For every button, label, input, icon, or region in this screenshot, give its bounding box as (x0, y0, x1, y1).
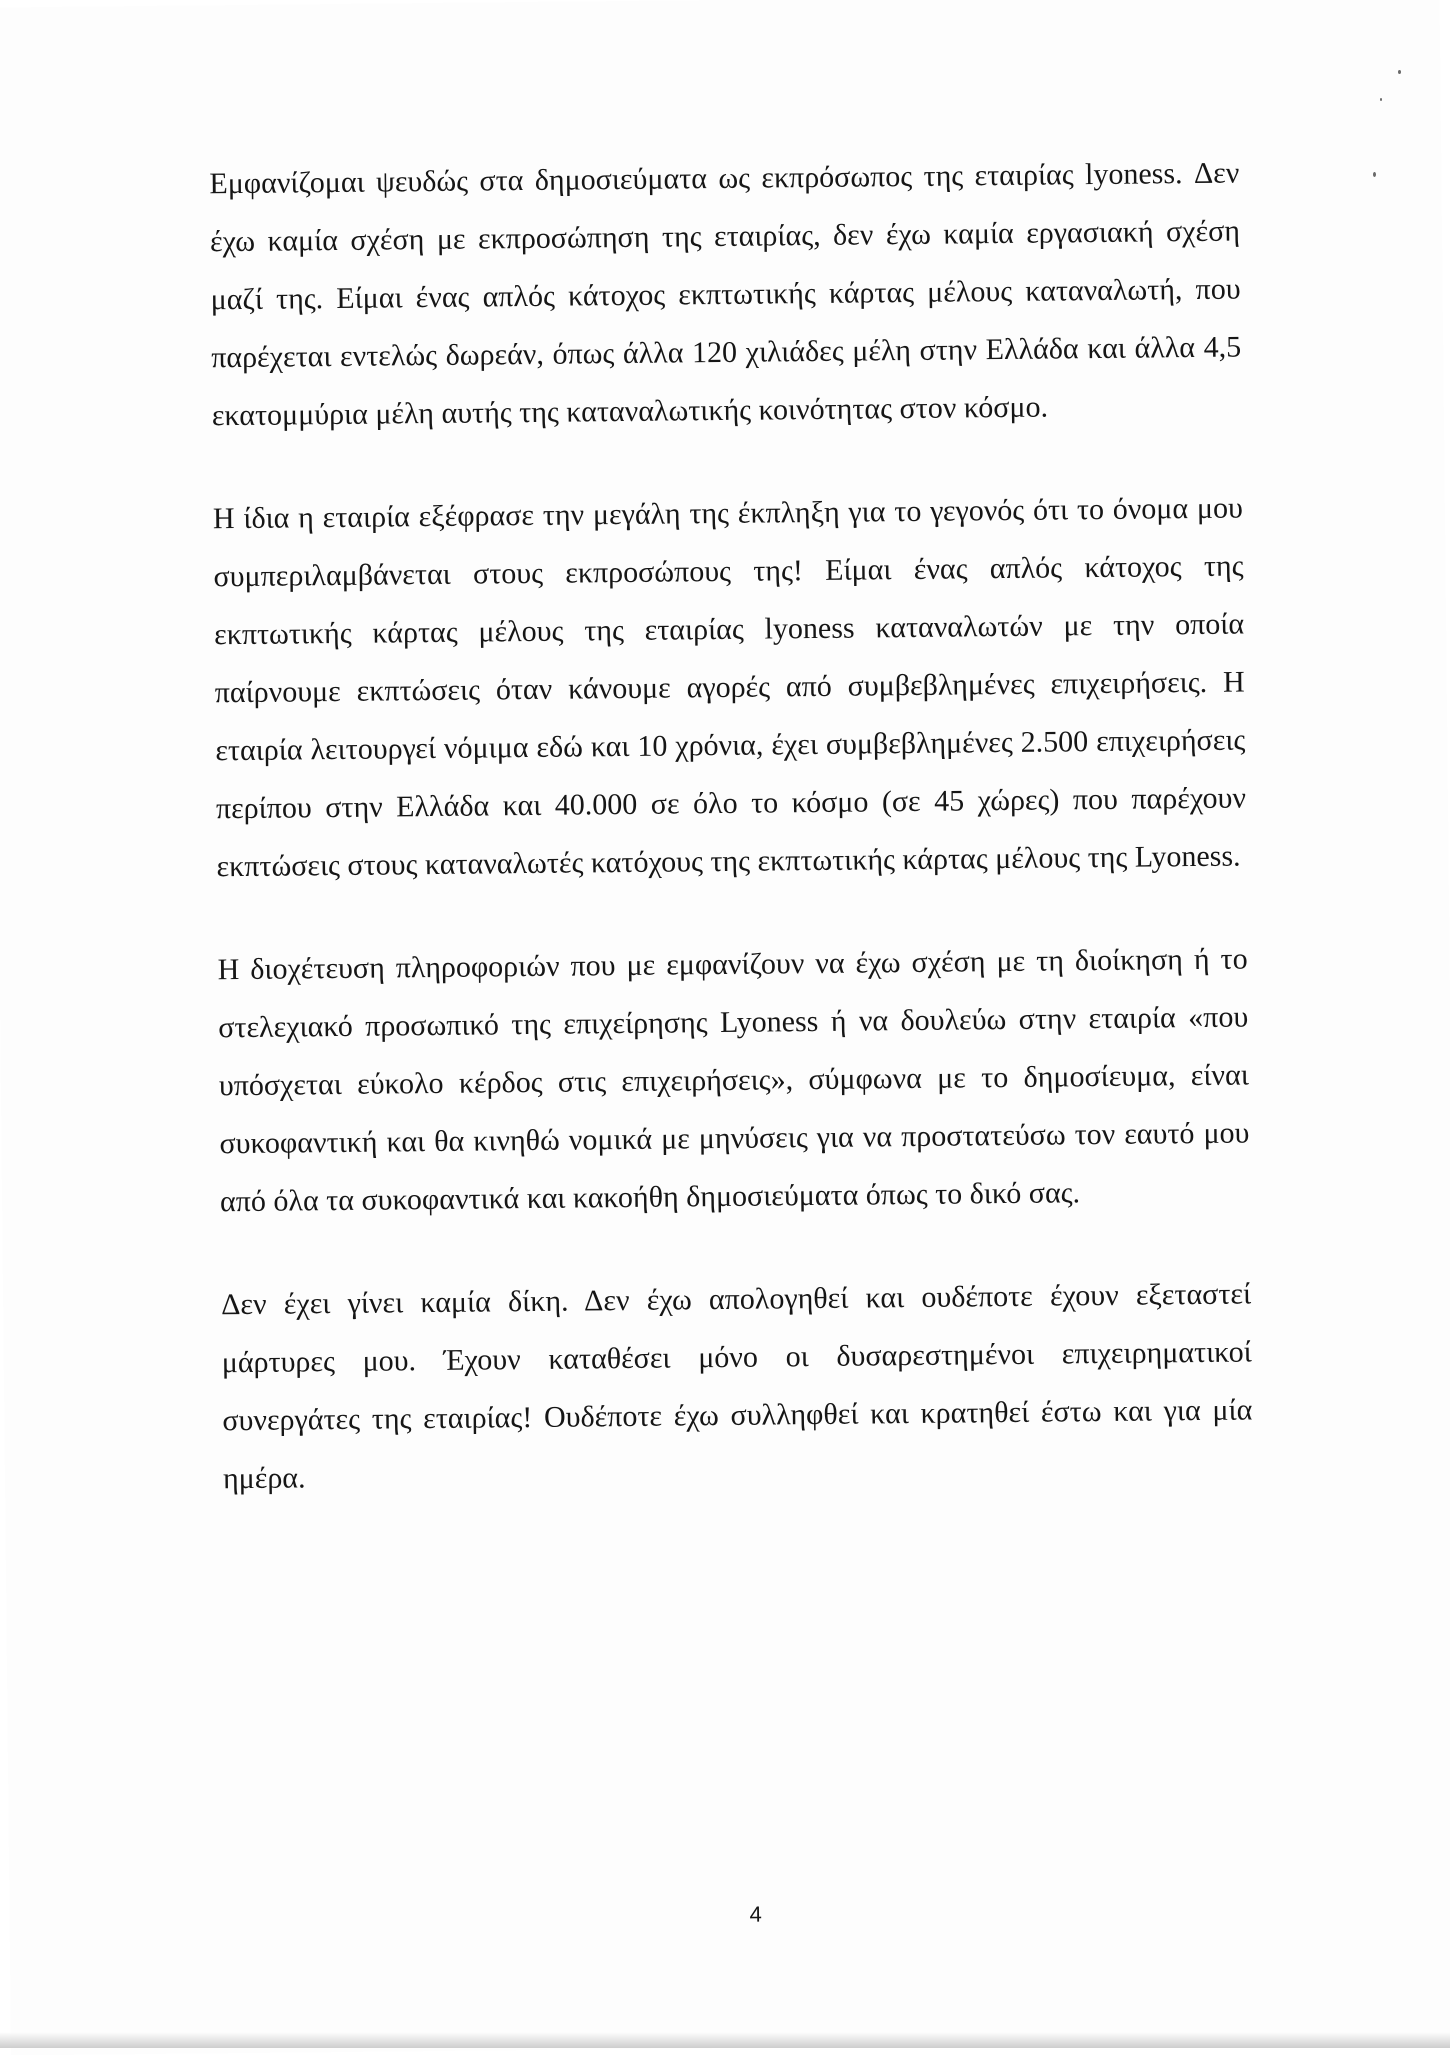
paragraph-2: Η ίδια η εταιρία εξέφρασε την μεγάλη της έκπληξη για το γεγονός ότι το όνομα μου συμπεριλαμβάνεται στους εκπροσώπους της! Είμαι ένας απλός κάτοχος της εκπτωτικής κάρτας μέλους της εταιρίας lyoness καταναλωτών με την οποία παίρνουμε εκπτώσεις όταν κάνουμε αγορές από συμβεβλημένες επιχειρήσεις. Η εταιρία λειτουργεί νόμιμα εδώ και 10 χρόνια, έχει συμβεβλημένες 2.500 επιχειρήσεις περίπου στην Ελλάδα και 40.000 σε όλο το κόσμο (σε 45 χώρες) που παρέχουν εκπτώσεις στους καταναλωτές κατόχους της εκπτωτικής κάρτας μέλους της Lyoness. (212, 491, 1247, 884)
page-number: 4 (749, 1901, 762, 1927)
paragraph-1: Εμφανίζομαι ψευδώς στα δημοσιεύματα ως εκπρόσωπος της εταιρίας lyoness. Δεν έχω καμία σχέση με εκπροσώπηση της εταιρίας, δεν έχω καμία εργασιακή σχέση μαζί της. Είμαι ένας απλός κάτοχος εκπτωτικής κάρτας μέλους καταναλωτή, που παρέχεται εντελώς δωρεάν, όπως άλλα 120 χιλιάδες μέλη στην Ελλάδα και άλλα 4,5 εκατομμύρια μέλη αυτής της καταναλωτικής κοινότητας στον κόσμο. (209, 156, 1242, 433)
scan-speck (1373, 172, 1376, 177)
paragraph-4: Δεν έχει γίνει καμία δίκη. Δεν έχω απολογηθεί και ουδέποτε έχουν εξεταστεί μάρτυρες μου. Έχουν καταθέσει μόνο οι δυσαρεστημένοι επιχειρηματικοί συνεργάτες της εταιρίας! Ουδέποτε έχω συλληφθεί και κρατηθεί έστω και για μία ημέρα. (220, 1277, 1253, 1496)
scan-speck (1398, 70, 1401, 74)
scan-bottom-edge (0, 2032, 1450, 2048)
paragraph-3: Η διοχέτευση πληροφοριών που με εμφανίζουν να έχω σχέση με τη διοίκηση ή το στελεχιακό προσωπικό της επιχείρησης Lyoness ή να δουλεύω στην εταιρία «που υπόσχεται εύκολο κέρδος στις επιχειρήσεις», σύμφωνα με το δημοσίευμα, είναι συκοφαντική και θα κινηθώ νομικά με μηνύσεις για να προστατεύσω τον εαυτό μου από όλα τα συκοφαντικά και κακοήθη δημοσιεύματα όπως το δικό σας. (217, 942, 1250, 1219)
document-body (209, 145, 1254, 1554)
scan-speck (1380, 98, 1382, 101)
